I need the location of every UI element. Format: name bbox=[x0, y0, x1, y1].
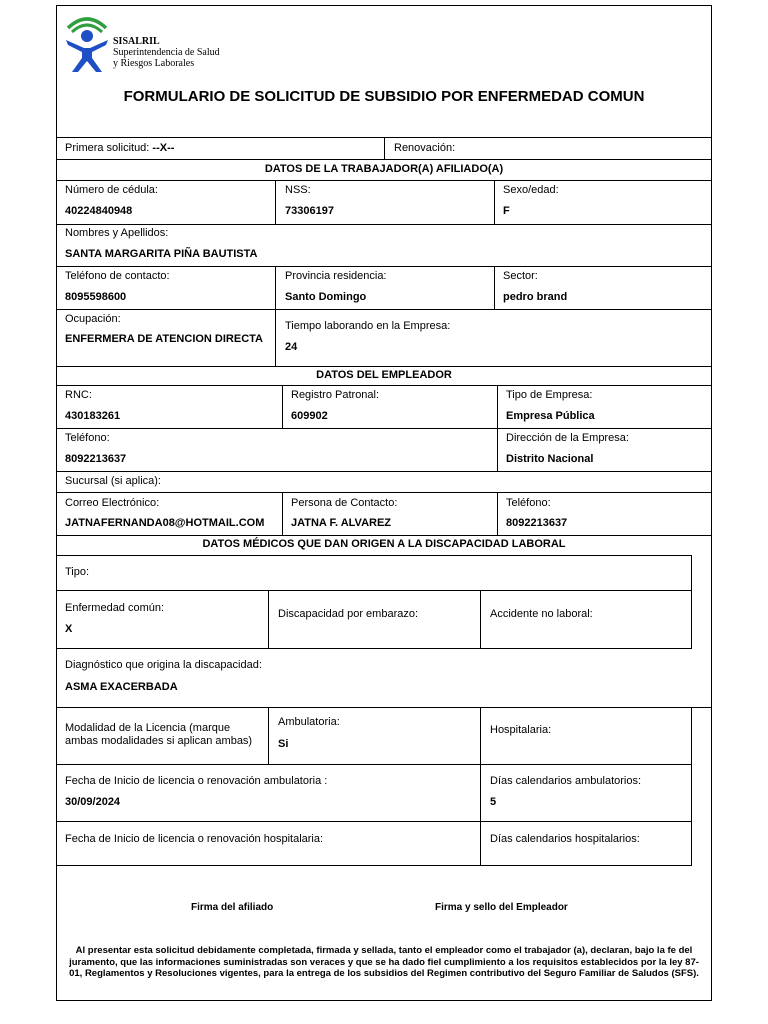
modalidad-label: Modalidad de la Licencia (marque ambas modalidades si aplican ambas) bbox=[65, 722, 253, 747]
tipo-empresa-label: Tipo de Empresa: bbox=[506, 389, 593, 401]
cedula-value[interactable]: 40224840948 bbox=[65, 205, 133, 217]
divider bbox=[275, 266, 276, 366]
diagnostico-value[interactable]: ASMA EXACERBADA bbox=[65, 681, 178, 693]
provincia-value[interactable]: Santo Domingo bbox=[285, 291, 367, 303]
enfermedad-value[interactable]: X bbox=[65, 623, 73, 635]
rule bbox=[56, 590, 692, 591]
sexo-value[interactable]: F bbox=[503, 205, 510, 217]
persona-contacto-label: Persona de Contacto: bbox=[291, 497, 398, 509]
sisalril-logo-icon bbox=[62, 12, 112, 74]
divider bbox=[268, 707, 269, 764]
rule bbox=[56, 648, 692, 649]
tipo-label: Tipo: bbox=[65, 566, 90, 578]
sucursal-label: Sucursal (si aplica): bbox=[65, 475, 161, 487]
divider bbox=[691, 764, 692, 865]
telefono2-value[interactable]: 8092213637 bbox=[506, 517, 568, 529]
persona-contacto-value[interactable]: JATNA F. ALVAREZ bbox=[291, 517, 392, 529]
divider bbox=[691, 555, 692, 648]
primera-solicitud-value[interactable]: --X-- bbox=[152, 142, 175, 154]
telefono-empleador-value[interactable]: 8092213637 bbox=[65, 453, 127, 465]
fecha-ambulatoria-value[interactable]: 30/09/2024 bbox=[65, 796, 121, 808]
rule bbox=[56, 764, 692, 765]
registro-label: Registro Patronal: bbox=[291, 389, 380, 401]
ocupacion-label: Ocupación: bbox=[65, 313, 121, 325]
dias-ambulatorios-value[interactable]: 5 bbox=[490, 796, 497, 808]
firma-empleador-label: Firma y sello del Empleador bbox=[435, 902, 568, 913]
correo-value[interactable]: JATNAFERNANDA08@HOTMAIL.COM bbox=[65, 517, 265, 529]
rule bbox=[56, 865, 692, 866]
accidente-label: Accidente no laboral: bbox=[490, 608, 593, 620]
divider bbox=[282, 385, 283, 428]
correo-label: Correo Electrónico: bbox=[65, 497, 160, 509]
org-name: SISALRIL bbox=[113, 36, 160, 47]
nombres-value[interactable]: SANTA MARGARITA PIÑA BAUTISTA bbox=[65, 248, 258, 260]
rule bbox=[56, 535, 712, 536]
fecha-hospitalaria-label: Fecha de Inicio de licencia o renovación hospitalaria: bbox=[65, 833, 324, 845]
direccion-value[interactable]: Distrito Nacional bbox=[506, 453, 594, 465]
divider bbox=[497, 385, 498, 471]
direccion-label: Dirección de la Empresa: bbox=[506, 432, 629, 444]
telefono-contacto-label: Teléfono de contacto: bbox=[65, 270, 170, 282]
rule bbox=[56, 385, 712, 386]
org-line2: y Riesgos Laborales bbox=[113, 58, 195, 69]
rule bbox=[56, 492, 712, 493]
divider bbox=[480, 764, 481, 865]
divider bbox=[480, 590, 481, 648]
registro-value[interactable]: 609902 bbox=[291, 410, 328, 422]
divider bbox=[282, 492, 283, 535]
divider bbox=[494, 180, 495, 224]
renovacion-label: Renovación: bbox=[394, 142, 456, 154]
rule bbox=[56, 428, 712, 429]
rnc-label: RNC: bbox=[65, 389, 92, 401]
divider bbox=[494, 266, 495, 309]
rule bbox=[56, 821, 692, 822]
ocupacion-value[interactable]: ENFERMERA DE ATENCION DIRECTA bbox=[65, 333, 263, 345]
enfermedad-label: Enfermedad común: bbox=[65, 602, 165, 614]
rule bbox=[56, 471, 712, 472]
sector-value[interactable]: pedro brand bbox=[503, 291, 568, 303]
rnc-value[interactable]: 430183261 bbox=[65, 410, 121, 422]
divider bbox=[691, 707, 692, 764]
divider bbox=[497, 492, 498, 535]
sector-label: Sector: bbox=[503, 270, 538, 282]
rule bbox=[56, 707, 712, 708]
tipo-empresa-value[interactable]: Empresa Pública bbox=[506, 410, 595, 422]
telefono-contacto-value[interactable]: 8095598600 bbox=[65, 291, 127, 303]
provincia-label: Provincia residencia: bbox=[285, 270, 387, 282]
divider bbox=[275, 180, 276, 224]
sexo-label: Sexo/edad: bbox=[503, 184, 559, 196]
primera-solicitud-text: Primera solicitud: bbox=[65, 142, 150, 154]
rule bbox=[56, 366, 712, 367]
form-title: FORMULARIO DE SOLICITUD DE SUBSIDIO POR ENFERMEDAD COMUN bbox=[123, 88, 645, 105]
primera-solicitud-label bbox=[65, 142, 174, 154]
divider bbox=[480, 707, 481, 764]
telefono2-label: Teléfono: bbox=[506, 497, 551, 509]
section-title-trabajador: DATOS DE LA TRABAJADOR(A) AFILIADO(A) bbox=[264, 163, 504, 175]
firma-afiliado-label: Firma del afiliado bbox=[191, 902, 274, 913]
org-line1: Superintendencia de Salud bbox=[113, 47, 220, 58]
section-title-empleador: DATOS DEL EMPLEADOR bbox=[316, 369, 452, 381]
rule bbox=[56, 555, 692, 556]
tiempo-value[interactable]: 24 bbox=[285, 341, 298, 353]
org-name-block bbox=[113, 36, 220, 69]
diagnostico-label: Diagnóstico que origina la discapacidad: bbox=[65, 659, 262, 671]
dias-hospitalarios-label: Días calendarios hospitalarios: bbox=[490, 833, 640, 845]
divider bbox=[384, 137, 385, 159]
rule bbox=[56, 309, 712, 310]
telefono-empleador-label: Teléfono: bbox=[65, 432, 110, 444]
dias-ambulatorios-label: Días calendarios ambulatorios: bbox=[490, 775, 642, 787]
divider bbox=[268, 590, 269, 648]
nss-label: NSS: bbox=[285, 184, 311, 196]
section-title-medicos: DATOS MÉDICOS QUE DAN ORIGEN A LA DISCAPACIDAD LABORAL bbox=[202, 538, 566, 550]
rule bbox=[56, 180, 712, 181]
hospitalaria-label: Hospitalaria: bbox=[490, 724, 552, 736]
tiempo-label: Tiempo laborando en la Empresa: bbox=[285, 320, 451, 332]
nss-value[interactable]: 73306197 bbox=[285, 205, 334, 217]
cedula-label: Número de cédula: bbox=[65, 184, 158, 196]
fecha-ambulatoria-label: Fecha de Inicio de licencia o renovación ambulatoria : bbox=[65, 775, 328, 787]
ambulatoria-label: Ambulatoria: bbox=[278, 716, 340, 728]
rule bbox=[56, 266, 712, 267]
legal-declaration: Al presentar esta solicitud debidamente completada, firmada y sellada, tanto el empleador como el trabajador (a), declaran, bajo la fe del juramento, que las informaciones suministradas son veraces y que se ha dado fiel cumplimiento a los requisitos establecidos por la ley 87-01, Reglamentos y Resoluciones vigentes, para la entrega de los subsidios del Regimen contributivo del Seguro Familiar de Saludos (SFS). bbox=[69, 945, 699, 979]
nombres-label: Nombres y Apellidos: bbox=[65, 227, 169, 239]
ambulatoria-value[interactable]: Si bbox=[278, 738, 289, 750]
embarazo-label: Discapacidad por embarazo: bbox=[278, 608, 419, 620]
rule bbox=[56, 159, 712, 160]
rule bbox=[56, 224, 712, 225]
